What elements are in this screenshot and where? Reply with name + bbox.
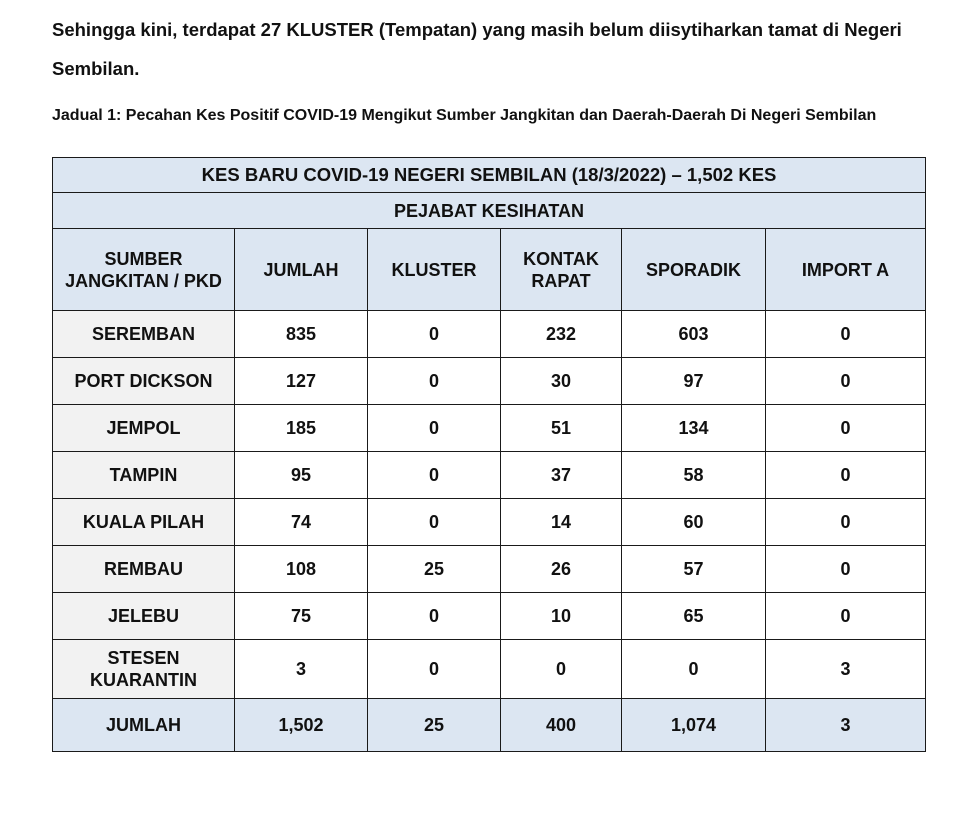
total-close-contact-cell: 400 xyxy=(501,699,622,752)
area-cell: TAMPIN xyxy=(53,452,235,499)
total-row xyxy=(53,699,926,752)
covid-cases-table xyxy=(52,157,926,752)
total-cell: 835 xyxy=(235,311,368,358)
table-row xyxy=(53,546,926,593)
total-cell: 75 xyxy=(235,593,368,640)
close-contact-cell: 14 xyxy=(501,499,622,546)
header-source: SUMBER JANGKITAN / PKD xyxy=(53,229,235,311)
table-title-row xyxy=(53,158,926,193)
total-import-cell: 3 xyxy=(766,699,926,752)
cluster-cell: 0 xyxy=(368,311,501,358)
total-cell: 185 xyxy=(235,405,368,452)
import-cell: 0 xyxy=(766,452,926,499)
header-import: IMPORT A xyxy=(766,229,926,311)
table-row xyxy=(53,499,926,546)
table-row xyxy=(53,452,926,499)
total-cell: 108 xyxy=(235,546,368,593)
header-total: JUMLAH xyxy=(235,229,368,311)
import-cell: 0 xyxy=(766,546,926,593)
area-cell: STESEN KUARANTIN xyxy=(53,640,235,699)
area-cell: JELEBU xyxy=(53,593,235,640)
sporadic-cell: 97 xyxy=(622,358,766,405)
total-sporadic-cell: 1,074 xyxy=(622,699,766,752)
cluster-cell: 0 xyxy=(368,452,501,499)
office-label: PEJABAT KESIHATAN xyxy=(53,193,926,229)
total-cluster-cell: 25 xyxy=(368,699,501,752)
import-cell: 0 xyxy=(766,499,926,546)
area-cell: JEMPOL xyxy=(53,405,235,452)
column-header-row xyxy=(53,229,926,311)
area-cell: REMBAU xyxy=(53,546,235,593)
cluster-cell: 25 xyxy=(368,546,501,593)
area-cell: SEREMBAN xyxy=(53,311,235,358)
sporadic-cell: 58 xyxy=(622,452,766,499)
table-title: KES BARU COVID-19 NEGERI SEMBILAN (18/3/2022) – 1,502 KES xyxy=(53,158,926,193)
sporadic-cell: 0 xyxy=(622,640,766,699)
cluster-cell: 0 xyxy=(368,640,501,699)
sporadic-cell: 65 xyxy=(622,593,766,640)
header-cluster: KLUSTER xyxy=(368,229,501,311)
close-contact-cell: 232 xyxy=(501,311,622,358)
total-label: JUMLAH xyxy=(53,699,235,752)
close-contact-cell: 51 xyxy=(501,405,622,452)
cluster-cell: 0 xyxy=(368,358,501,405)
area-cell: KUALA PILAH xyxy=(53,499,235,546)
import-cell: 0 xyxy=(766,405,926,452)
close-contact-cell: 26 xyxy=(501,546,622,593)
close-contact-cell: 0 xyxy=(501,640,622,699)
close-contact-cell: 10 xyxy=(501,593,622,640)
total-cell: 127 xyxy=(235,358,368,405)
area-cell: PORT DICKSON xyxy=(53,358,235,405)
cluster-cell: 0 xyxy=(368,499,501,546)
sporadic-cell: 57 xyxy=(622,546,766,593)
table-row xyxy=(53,593,926,640)
sporadic-cell: 134 xyxy=(622,405,766,452)
sporadic-cell: 603 xyxy=(622,311,766,358)
office-row xyxy=(53,193,926,229)
sporadic-cell: 60 xyxy=(622,499,766,546)
table-row xyxy=(53,405,926,452)
total-cell: 3 xyxy=(235,640,368,699)
cluster-cell: 0 xyxy=(368,405,501,452)
import-cell: 0 xyxy=(766,358,926,405)
total-cell: 74 xyxy=(235,499,368,546)
close-contact-cell: 30 xyxy=(501,358,622,405)
import-cell: 0 xyxy=(766,311,926,358)
total-cell: 95 xyxy=(235,452,368,499)
header-sporadic: SPORADIK xyxy=(622,229,766,311)
table-row xyxy=(53,311,926,358)
intro-paragraph: Sehingga kini, terdapat 27 KLUSTER (Tempatan) yang masih belum diisytiharkan tamat di Negeri Sembilan. xyxy=(52,19,902,79)
table-row xyxy=(53,640,926,699)
total-sum-cell: 1,502 xyxy=(235,699,368,752)
header-close-contact: KONTAK RAPAT xyxy=(501,229,622,311)
cluster-cell: 0 xyxy=(368,593,501,640)
table-caption: Jadual 1: Pecahan Kes Positif COVID-19 Mengikut Sumber Jangkitan dan Daerah-Daerah Di Negeri Sembilan xyxy=(52,107,877,124)
import-cell: 3 xyxy=(766,640,926,699)
import-cell: 0 xyxy=(766,593,926,640)
close-contact-cell: 37 xyxy=(501,452,622,499)
table-row xyxy=(53,358,926,405)
